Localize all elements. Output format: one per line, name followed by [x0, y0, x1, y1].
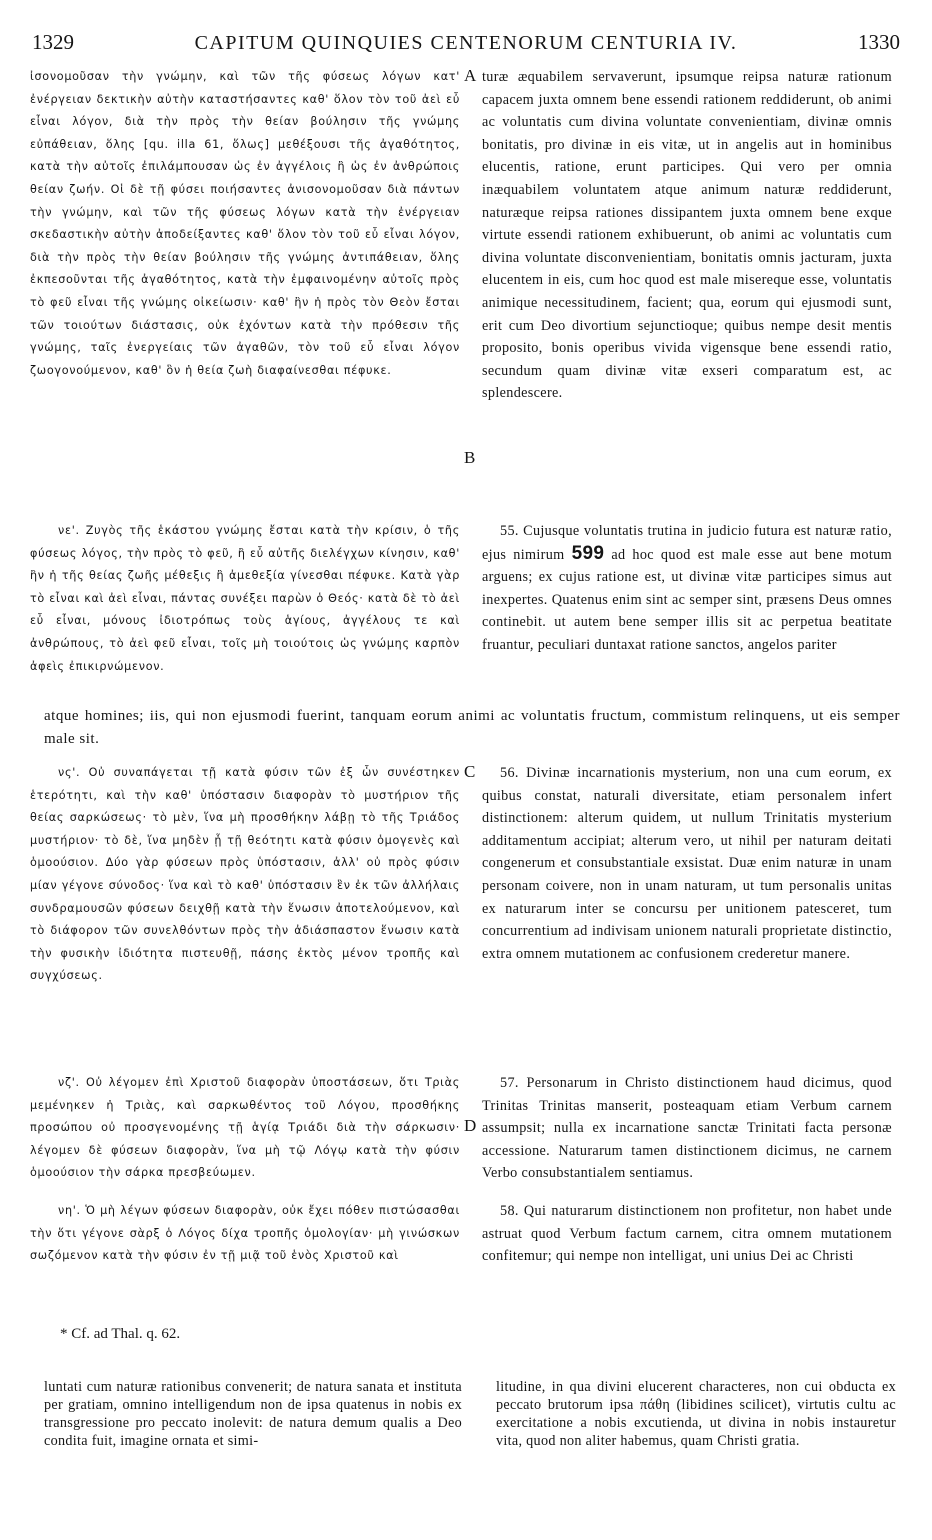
footnote: * Cf. ad Thal. q. 62. — [60, 1326, 181, 1342]
greek-column-section57 — [30, 1072, 460, 1185]
page-number-right: 1330 — [858, 30, 900, 54]
greek-paragraph: νε'. Ζυγὸς τῆς ἑκάστου γνώμης ἔσται κατὰ τὴν κρίσιν, ὁ τῆς φύσεως λόγος, τὴν πρὸς τὸ φεῦ, ἢ εὖ αὐτῆς διελέγχων κίνησιν, καθ' ἣν ἡ τῆς θείας ζωῆς μέθεξις ἢ ἀμεθεξία γίνεσθαι πέφυκε. Κατὰ γὰρ τὸ εἶναι καὶ ἀεὶ εἶναι, πάντας συνέξει παρὼν ὁ Θεός· κατὰ δὲ τὸ ἀεὶ εὖ εἶναι, μόνους ἰδιοτρόπως τοὺς ἁγίους, ἀγγέλους τε καὶ ἀνθρώπους, τὸ ἀεὶ φεῦ εἶναι, τοῖς μὴ τοιούτοις ὡς γνώμης καρπὸν ἀφεὶς ἐπικιρνώμενον. — [30, 524, 460, 673]
margin-marker-c: C — [464, 762, 476, 781]
greek-column-section55 — [30, 520, 460, 678]
greek-paragraph: νς'. Οὐ συναπάγεται τῇ κατὰ φύσιν τῶν ἐξ ὧν συνέστηκεν ἑτερότητι, καὶ τὴν καθ' ὑπόστασιν διαφορὰν τὸ μυστήριον τῆς θείας σαρκώσεως· τὸ μὲν, ἵνα μὴ προσθήκην λάβῃ τὸ τῆς Τριάδος μυστήριον· τὸ δὲ, ἵνα μηδὲν ᾖ τῇ θεότητι κατὰ φύσιν ὁμογενὲς καὶ ὁμοούσιον. Δύο γὰρ φύσεων πρὸς ὑπόστασιν, ἀλλ' οὐ πρὸς φύσιν μίαν γέγονε σύνοδος· ἵνα καὶ τὸ καθ' ὑπόστασιν ἓν ἐκ τῶν ἀλλήλαις συνδραμουσῶν φύσεων δειχθῇ κατὰ τὴν ἕνωσιν ἀποτελούμενον, καὶ τὸ διάφορον τῶν συνελθόντων πρὸς τὴν ἀδιάσπαστον ἕνωσιν κατὰ τὴν φυσικὴν ἰδιότητα πιστευθῇ, πάσης ἐκτὸς μένον τροπῆς καὶ συγχύσεως. — [30, 766, 460, 983]
bottom-note-right: litudine, in qua divini elucerent characteres, non cui obducta ex peccato brutorum ipsa πάθη (libidines scilicet), virtutis cultu ac exercitatione a nobis excutienda, ut divina in nobis instauretur vita, quod non aliter habemus, quam Christi gratia. — [496, 1379, 896, 1449]
latin-paragraph: 56. Divinæ incarnationis mysterium, non una cum eorum, ex quibus constat, naturali diversitate, etiam personalem infert distinctionem: alterum quidem, ut nullum Trinitatis mysterium additamentum accipiat; alterum vero, ut nihil per naturam deitati congenerum et consubstantiale exsistat. Duæ enim naturæ in unam personam coivere, non in unam naturam, ut tum personalis unitas ex naturarum inter se concursu per unitionem patesceret, tum concurrentium ad indivisam unionem naturali proprietate distinctio, extra omnem mutationem ac confusionem crederetur manere. — [482, 765, 892, 962]
latin-column-section56 — [482, 762, 892, 965]
greek-column-section58 — [30, 1200, 460, 1268]
latin-column-section1 — [482, 66, 892, 405]
latin-paragraph: 57. Personarum in Christo distinctionem haud dicimus, quod Trinitas Trinitas manserit, posteaquam etiam Verbum carnem assumpsit; nulla ex incarnatione sanctæ Trinitati facta personæ accessione. Naturarum tamen distinctionem dicimus, ne carnem Verbo consubstantialem sentiamus. — [482, 1075, 892, 1182]
running-title: CAPITUM QUINQUIES CENTENORUM CENTURIA IV. — [194, 32, 738, 54]
margin-marker-b: B — [464, 448, 476, 467]
latin-column-section57 — [482, 1072, 892, 1185]
latin-text: 55. Cujusque voluntatis trutina in judicio futura est naturæ ratio, ejus nimirum — [482, 523, 892, 563]
page-header — [32, 30, 900, 60]
page-number-left: 1329 — [32, 30, 74, 54]
greek-paragraph: ἰσονομοῦσαν τὴν γνώμην, καὶ τῶν τῆς φύσεως λόγων κατ' ἐνέργειαν δεκτικὴν αὐτὴν καταστήσαντες καθ' ὅλον τὸν τοῦ ἀεὶ εὖ εἶναι λόγον, διὰ τὴν πρὸς τὴν θείαν βούλησιν τῆς γνώμης εὐπάθειαν, ὅλης [qu. illa 61, ὅλως] μεθέξουσι τῆς ἀγαθότητος, κατὰ τὴν αὐτοῖς ἐπιλάμπουσαν ὡς ἐν ἀγγέλοις ἢ ὡς ἐν ἀνθρώποις θείαν ζωήν. Οἱ δὲ τῇ φύσει ποιήσαντες ἀνισονομοῦσαν διὰ πάντων τὴν γνώμην, καὶ τῶν τῆς φύσεως λόγων κατὰ τὴν ἐνέργειαν σκεδαστικὴν αὐτὴν ἀποδείξαντες καθ' ὅλον τὸν τοῦ εὖ εἶναι λόγον, διὰ τὴν πρὸς τὴν θείαν βούλησιν τῆς γνώμης ἀντιπάθειαν, ὅλης ἐκπεσοῦνται τῆς ἀγαθότητος, κατὰ τὴν ἐμφαινομένην αὐτοῖς πρὸς τὸ φεῦ εἶναι τῆς γνώμης οἰκείωσιν· καθ' ἣν ἡ πρὸς τὸν Θεὸν ἔσται τῶν τοιούτων διάστασις, οὐκ ἐχόντων κατὰ τὴν πρόθεσιν τῆς γνώμης, ταῖς ἐνεργείαις τῶν ἀγαθῶν, τὸν τοῦ εὖ εἶναι λόγον ζωογονούμενον, καθ' ὃν ἡ θεία ζωὴ διαφαίνεσθαι πέφυκε. — [30, 70, 460, 377]
latin-paragraph: 58. Qui naturarum distinctionem non profitetur, non habet unde astruat quod Verbum factum carnem, citra omnem mutationem confitemur; qui nempe non intelligat, uni unius Dei ac Christi — [482, 1203, 892, 1265]
latin-text: ad hoc quod est male esse aut bene motum arguens; ex cujus ratione est, ut divinæ vitæ participes simus aut inexpertes. Quatenus enim sint ac semper sint, præsens Deus omnes continebit. ut autem bene semper illis sit ac perpetua beatitate fruantur, peculiari duntaxat ratione sanctos, angelos pariter — [482, 546, 892, 653]
latin-paragraph — [482, 520, 892, 657]
bottom-note-left: luntati cum naturæ rationibus convenerit; de natura sanata et instituta per gratiam, omnino intelligendum non de ipsa quatenus in nobis ex transgressione pro peccato inolevit: de natura demum qualis a Deo condita fuit, imagine ornata et simi- — [44, 1379, 462, 1449]
greek-column-section1 — [30, 66, 460, 382]
column-number: 599 — [571, 542, 605, 564]
latin-paragraph: turæ æquabilem servaverunt, ipsumque reipsa naturæ rationum capacem juxta omnem bene essendi rationem reddiderunt, ob animi ac voluntatis cum divina voluntate convenientiam, divinæ omnis bonitatis, pro divinæ in eis vitæ, ut in angelis aut in hominibus elucentis, ratione, erunt participes. Qui vero per omnia inæquabilem voluntatem atque animum naturæ reddiderunt, naturæque reipsa rationes dissipantem juxta omnem bene exque virtute essendi rationem exhibuerunt, ob animi ac voluntatis cum divina voluntate disconvenientiam, bonitatis omnis jacturam, juxta elucentem in eis, cum hoc quod est male misereque esse, voluntatis animique necessitudinem, facient; qua, eorum qui ejusmodi sunt, erit cum Deo divortium sejunctioque; quibus nempe desit mentis proposito, bonis operibus vivida vigensque bene essendi ratio, secundum quam divinæ vitæ exseri comparatum est, ac splendescere. — [482, 69, 892, 402]
greek-paragraph: νη'. Ὁ μὴ λέγων φύσεων διαφορὰν, οὐκ ἔχει πόθεν πιστώσασθαι τὴν ὅτι γέγονε σὰρξ ὁ Λόγος δίχα τροπῆς ὁμολογίαν· μὴ γινώσκων σωζόμενον κατὰ τὴν φύσιν ἐν τῇ μιᾷ τοῦ ἑνὸς Χριστοῦ καὶ — [30, 1204, 460, 1263]
margin-marker-d: D — [464, 1116, 477, 1135]
latin-column-section58 — [482, 1200, 892, 1268]
greek-column-section56 — [30, 762, 460, 988]
greek-paragraph: νζ'. Οὐ λέγομεν ἐπὶ Χριστοῦ διαφορὰν ὑποστάσεων, ὅτι Τριὰς μεμένηκεν ἡ Τριὰς, καὶ σαρκωθέντος τοῦ Λόγου, προσθήκης προσώπου οὐ προσγενομένης τῇ ἁγίᾳ Τριάδι διὰ τὴν σάρκωσιν· λέγομεν δὲ φύσεων διαφορὰν, ἵνα μὴ τῷ Λόγῳ κατὰ τὴν φύσιν ὁμοούσιον τὴν σάρκα πρεσβεύωμεν. — [30, 1076, 460, 1180]
wide-latin-line — [44, 705, 900, 750]
latin-paragraph: atque homines; iis, qui non ejusmodi fuerint, tanquam eorum animi ac voluntatis fructum, commistum relinquens, ut eis semper male sit. — [44, 708, 900, 747]
latin-column-section55 — [482, 520, 892, 657]
margin-marker-a: A — [464, 66, 477, 85]
